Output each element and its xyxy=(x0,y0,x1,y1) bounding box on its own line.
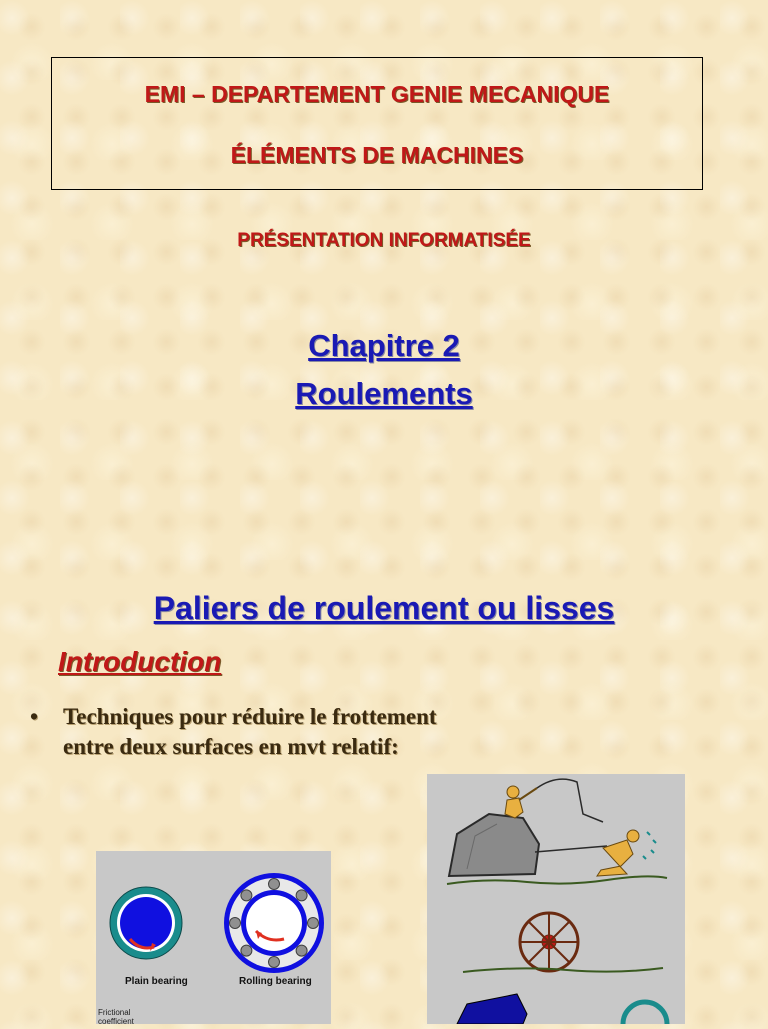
section-heading: Introduction xyxy=(58,646,222,677)
course-title: ÉLÉMENTS DE MACHINES xyxy=(230,142,524,168)
rolling-bearing-label: Rolling bearing xyxy=(239,976,312,987)
slide-title: Paliers de roulement ou lisses xyxy=(153,590,615,626)
content-slide xyxy=(0,560,768,1024)
pulling-person-icon xyxy=(597,830,656,876)
bearing-diagram xyxy=(96,851,331,1024)
chapter-topic: Roulements xyxy=(295,376,473,411)
bullet-icon: • xyxy=(30,704,39,729)
bullet-line-1: Techniques pour réduire le frottement xyxy=(63,704,437,729)
bullet-line-2: entre deux surfaces en mvt relatif: xyxy=(63,734,399,759)
friction-caption xyxy=(98,1008,134,1026)
sled-icon xyxy=(457,994,527,1024)
friction-illustration-image xyxy=(427,774,685,1024)
rolling-bearing-icon xyxy=(224,873,324,973)
header-box xyxy=(51,57,703,190)
bearing-comparison-image xyxy=(96,851,331,1024)
caption-line-2: coefficient xyxy=(98,1017,134,1026)
bullet-text xyxy=(63,702,543,762)
friction-illustration xyxy=(427,774,685,1024)
roller-icon xyxy=(623,1002,667,1024)
presentation-subtitle: PRÉSENTATION INFORMATISÉE xyxy=(237,230,531,251)
department-title: EMI – DEPARTEMENT GENIE MECANIQUE xyxy=(144,81,610,107)
plain-bearing-label: Plain bearing xyxy=(125,976,188,987)
wagon-wheel-icon xyxy=(520,913,578,971)
rock-icon xyxy=(449,814,539,876)
caption-line-1: Frictional xyxy=(98,1008,131,1017)
chapter-title: Chapitre 2 xyxy=(308,328,460,363)
plain-bearing-icon xyxy=(110,887,182,959)
person-on-rock-icon xyxy=(505,786,537,818)
